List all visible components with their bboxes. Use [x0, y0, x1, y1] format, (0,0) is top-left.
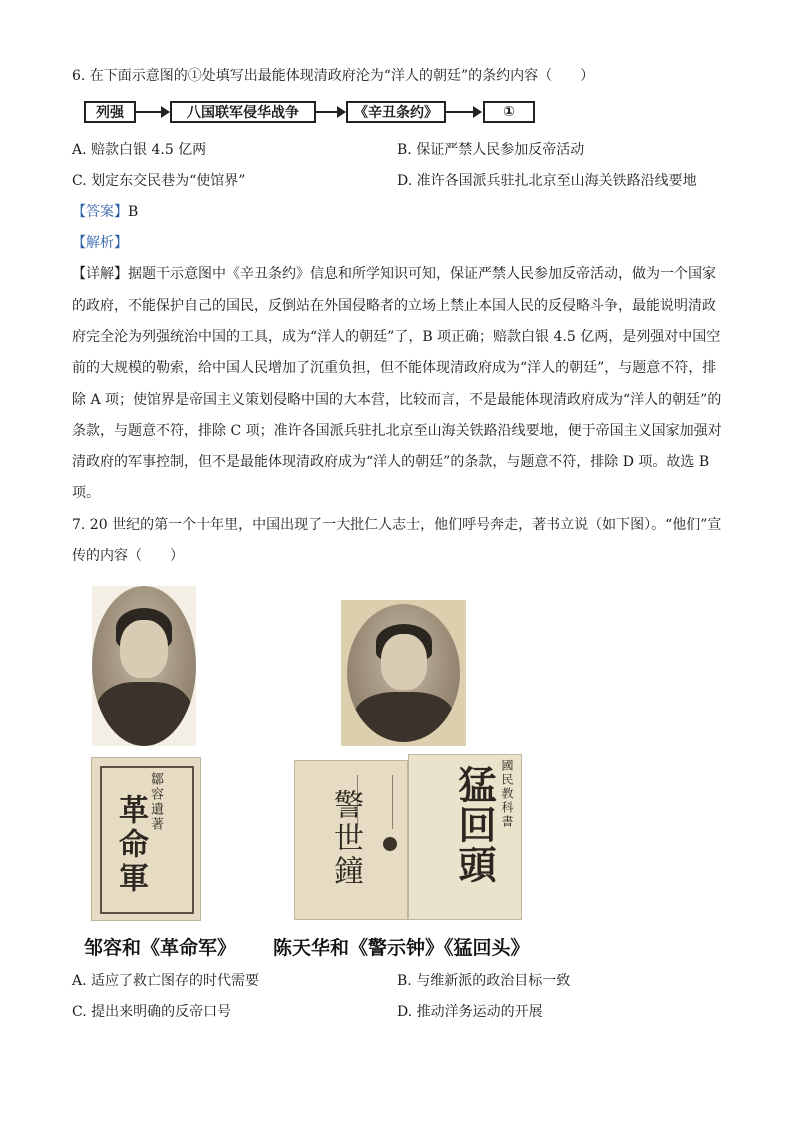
- answer-value: B: [128, 204, 139, 220]
- arrow-icon: [446, 111, 480, 113]
- diagram-node-powers: 列强: [84, 101, 136, 123]
- q6-option-c: C. 划定东交民巷为“使馆界”: [72, 173, 246, 189]
- book1-title: 革命軍: [113, 794, 148, 896]
- detail-line-1: [72, 264, 716, 284]
- q7-stem-line-2: 传的内容（ ）: [72, 548, 184, 564]
- analysis-label: 【解析】: [72, 235, 128, 251]
- detail-line-5: 除 A 项；使馆界是帝国主义策划侵略中国的大本营，比较而言，不是最能体现清政府成为“洋人的朝廷”的: [72, 392, 722, 408]
- arrow-icon: [316, 111, 344, 113]
- book-cover-alarm-bell: [294, 760, 408, 920]
- caption-zou-rong: 邹容和《革命军》: [84, 937, 237, 959]
- detail-line-2: 的政府，不能保护自己的国民，反倒站在外国侵略者的立场上禁止本国人民的反侵略斗争，最能说明清政: [72, 298, 716, 314]
- q7-option-c: C. 提出来明确的反帝口号: [72, 1004, 232, 1020]
- book-cover-turn-back: [408, 754, 522, 920]
- detail-line-4: 前的大规模的勒索，给中国人民增加了沉重负担，但不能体现清政府成为“洋人的朝廷”，与题意不符，排: [72, 360, 717, 376]
- book3-side: 國民教科書: [500, 759, 514, 829]
- detail-line-7: 清政府的军事控制，但不是最能体现清政府成为“洋人的朝廷”的条款，与题意不符，排除 D 项。故选 B: [72, 454, 710, 470]
- arrow-icon: [136, 111, 168, 113]
- book3-title: 猛回頭: [452, 765, 497, 885]
- q7-stem-line-1: 7. 20 世纪的第一个十年里，中国出现了一大批仁人志士，他们呼号奔走，著书立说（如下图）。“他们”宣: [72, 517, 722, 533]
- book-cover-revolutionary-army: [91, 757, 201, 921]
- book1-author: 鄒容遺著: [148, 772, 163, 832]
- diagram-node-blank: ①: [483, 101, 535, 123]
- seal-icon: [383, 837, 397, 851]
- zou-rong-portrait: [92, 586, 196, 746]
- detail-label: 【详解】: [72, 266, 128, 282]
- q7-option-d: D. 推动洋务运动的开展: [397, 1004, 543, 1020]
- detail-line-6: 条款，与题意不符，排除 C 项；准许各国派兵驻扎北京至山海关铁路沿线要地，便于帝国主义国家加强对: [72, 423, 722, 439]
- chen-tianhua-portrait: [341, 600, 466, 746]
- q6-option-b: B. 保证严禁人民参加反帝活动: [397, 142, 585, 158]
- diagram-node-treaty: 《辛丑条约》: [346, 101, 446, 123]
- diagram-node-war: 八国联军侵华战争: [170, 101, 316, 123]
- caption-chen-tianhua: 陈天华和《警示钟》《猛回头》: [273, 937, 530, 959]
- q7-option-b: B. 与维新派的政治目标一致: [397, 973, 571, 989]
- q7-option-a: A. 适应了救亡图存的时代需要: [72, 973, 260, 989]
- detail-line-3: 府完全沦为列强统治中国的工具，成为“洋人的朝廷”了，B 项正确；赔款白银 4.5 亿两，是列强对中国空: [72, 329, 721, 345]
- book2-title: 警世鐘: [328, 789, 363, 888]
- detail-line-8: 项。: [72, 485, 100, 501]
- q6-answer-line: [72, 202, 138, 222]
- q6-option-d: D. 准许各国派兵驻扎北京至山海关铁路沿线要地: [397, 173, 697, 189]
- q6-stem: 6. 在下面示意图的①处填写出最能体现清政府沦为“洋人的朝廷”的条约内容（ ）: [72, 68, 595, 84]
- answer-label: 【答案】: [72, 204, 128, 220]
- detail-text: 据题干示意图中《辛丑条约》信息和所学知识可知，保证严禁人民参加反帝活动，做为一个国家: [128, 266, 716, 282]
- q6-option-a: A. 赔款白银 4.5 亿两: [72, 142, 207, 158]
